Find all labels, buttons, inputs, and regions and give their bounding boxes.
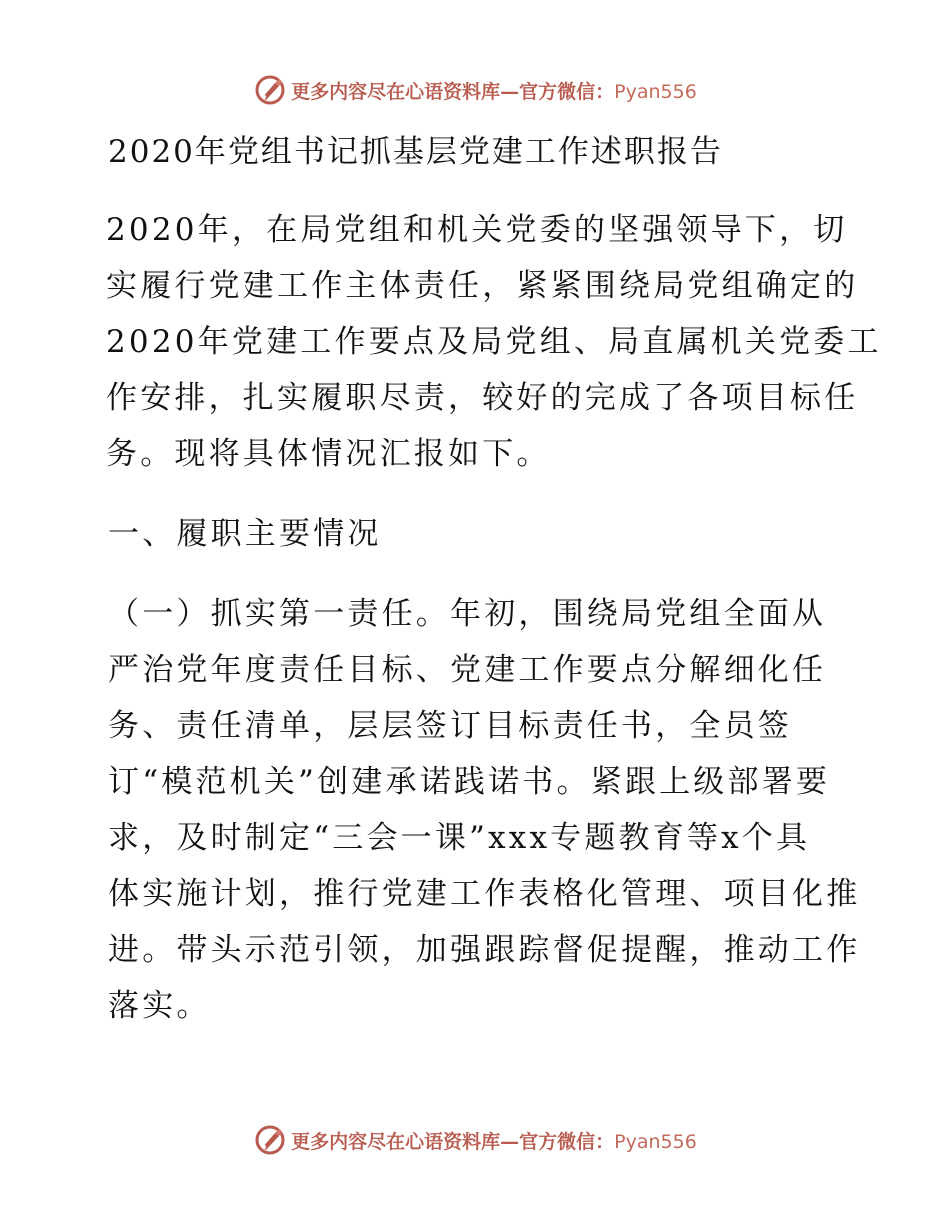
- text-line: 体实施计划，推行党建工作表格化管理、项目化推: [108, 876, 861, 912]
- header-watermark: [0, 70, 950, 110]
- footer-watermark: [0, 1120, 950, 1160]
- document-body: [98, 120, 882, 1034]
- text-line: 2020年，在局党组和机关党委的坚强领导下，切: [106, 212, 848, 248]
- text-line: 2020年党建工作要点及局党组、局直属机关党委工: [106, 324, 882, 360]
- intro-paragraph: [98, 202, 882, 482]
- text-line: （一）抓实第一责任。年初，围绕局党组全面从: [108, 596, 827, 632]
- section-paragraph: [98, 586, 861, 1034]
- text-line: 严治党年度责任目标、党建工作要点分解细化任: [108, 652, 827, 688]
- text-line: 求，及时制定“三会一课”xxx专题教育等x个具: [108, 820, 811, 856]
- watermark-wechat-id: Pyan556: [614, 80, 697, 103]
- document-title: 2020年党组书记抓基层党建工作述职报告: [108, 134, 723, 170]
- text-line: 务、责任清单，层层签订目标责任书，全员签: [108, 708, 792, 744]
- text-line: 务。现将具体情况汇报如下。: [106, 436, 551, 472]
- pen-logo-icon: [253, 1123, 287, 1157]
- watermark-text: 更多内容尽在心语资料库—官方微信：Pyan556: [291, 80, 697, 103]
- section-heading: 一、履职主要情况: [108, 516, 382, 552]
- text-line: 落实。: [108, 988, 211, 1024]
- text-line: 实履行党建工作主体责任，紧紧围绕局党组确定的: [106, 268, 859, 304]
- watermark-wechat-id: Pyan556: [614, 1130, 697, 1153]
- text-line: 进。带头示范引领，加强跟踪督促提醒，推动工作: [108, 932, 861, 968]
- watermark-text: 更多内容尽在心语资料库—官方微信：Pyan556: [291, 1130, 697, 1153]
- text-line: 作安排，扎实履职尽责，较好的完成了各项目标任: [106, 380, 859, 416]
- pen-logo-icon: [253, 73, 287, 107]
- text-line: 订“模范机关”创建承诺践诺书。紧跟上级部署要: [108, 764, 831, 800]
